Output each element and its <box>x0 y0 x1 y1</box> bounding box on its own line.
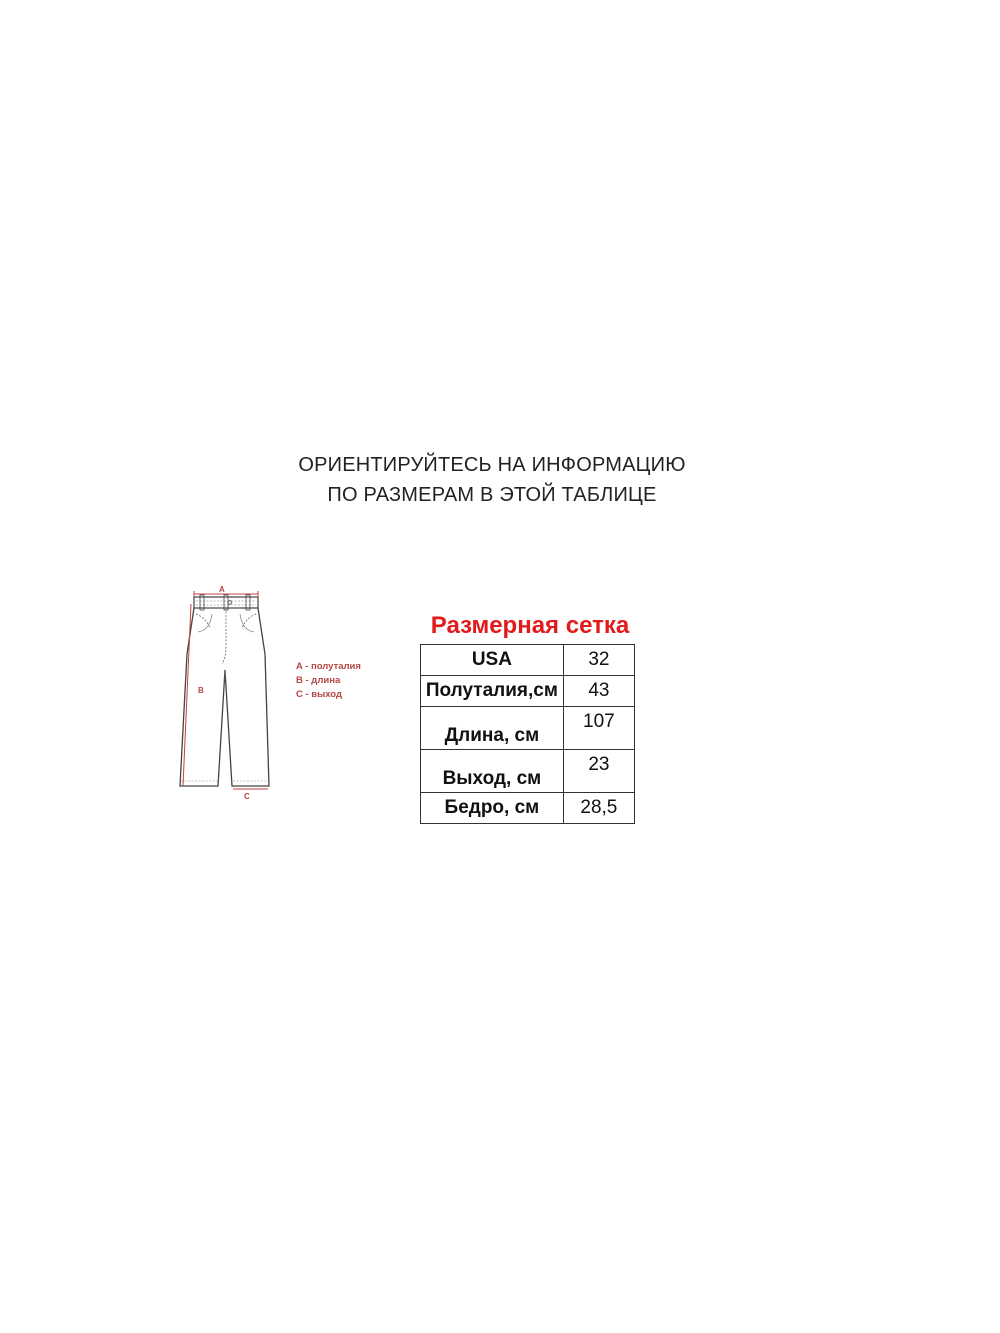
row-value: 32 <box>563 645 634 676</box>
row-label: Выход, см <box>421 750 564 793</box>
size-chart-title: Размерная сетка <box>430 612 630 639</box>
row-value: 28,5 <box>563 793 634 824</box>
table-row <box>421 707 635 750</box>
row-value: 107 <box>563 707 634 750</box>
page-heading <box>0 450 984 510</box>
row-value: 43 <box>563 676 634 707</box>
row-label: USA <box>421 645 564 676</box>
table-row <box>421 750 635 793</box>
heading-line-1: ОРИЕНТИРУЙТЕСЬ НА ИНФОРМАЦИЮ <box>298 454 686 476</box>
diagram-legend <box>296 660 361 702</box>
marker-c: C <box>244 792 250 801</box>
marker-a: A <box>219 585 225 594</box>
row-label: Бедро, см <box>421 793 564 824</box>
heading-line-2: ПО РАЗМЕРАМ В ЭТОЙ ТАБЛИЦЕ <box>327 484 657 506</box>
table-row <box>421 676 635 707</box>
row-label: Длина, см <box>421 707 564 750</box>
legend-item-b: B - длина <box>296 675 341 686</box>
table-row <box>421 645 635 676</box>
table-row <box>421 793 635 824</box>
row-label: Полуталия,см <box>421 676 564 707</box>
legend-item-a: A - полуталия <box>296 661 361 672</box>
marker-b: B <box>198 686 204 695</box>
size-chart-table <box>420 644 635 824</box>
legend-item-c: C - выход <box>296 689 343 700</box>
row-value: 23 <box>563 750 634 793</box>
